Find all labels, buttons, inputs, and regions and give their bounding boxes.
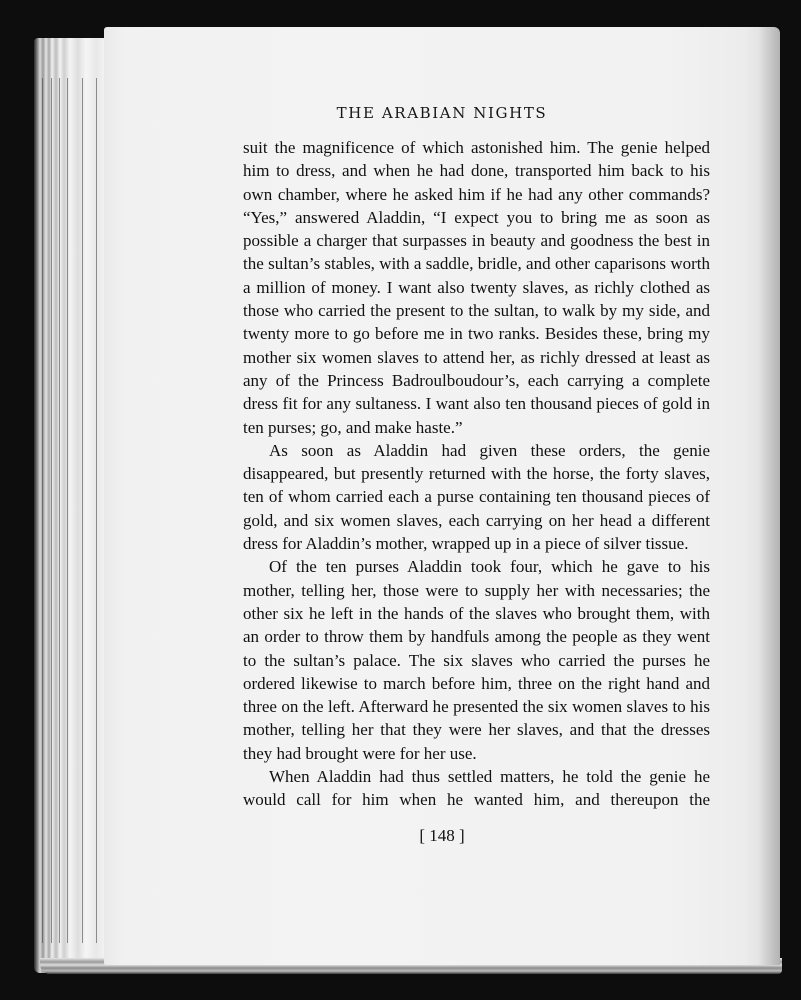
page-edge-line xyxy=(82,78,83,943)
page-edge-line xyxy=(51,78,52,943)
body-text xyxy=(243,136,710,812)
page-edge-line xyxy=(42,78,43,943)
page-edge-line xyxy=(96,78,97,943)
page-edge-line xyxy=(59,78,60,943)
spine-shadow xyxy=(758,27,780,965)
page-number: [ 148 ] xyxy=(419,826,465,845)
paragraph: As soon as Aladdin had given these orders, the genie disappeared, but presently returned with the horse, the forty slaves, ten of whom carried each a purse containing ten thousand pieces of gold, and six women slaves, each carrying on her head a different dress for Aladdin’s mother, wrapped up in a piece of silver tissue. xyxy=(243,440,710,554)
paragraph: suit the magnificence of which astonished him. The genie helped him to dress, and when he had done, transported him back to his own chamber, where he asked him if he had any other commands? “Yes,” answered Aladdin, “I expect you to bring me as soon as possible a charger that surpasses in beauty and goodness the best in the sultan’s stables, with a saddle, bridle, and other caparisons worth a million of money. I want also twenty slaves, as richly clothed as those who carried the present to the sultan, to walk by my side, and twenty more to go before me in two ranks. Besides these, bring my mother six women slaves to attend her, as richly dressed at least as any of the Princess Badroulboudour’s, each carrying a complete dress fit for any sultaness. I want also ten thousand pieces of gold in ten purses; go, and make haste.” xyxy=(243,138,710,437)
page-edge-line xyxy=(67,78,68,943)
running-head: THE ARABIAN NIGHTS xyxy=(336,104,548,122)
paragraph: When Aladdin had thus settled matters, he told the genie he would call for him when he wanted him, and thereupon the xyxy=(243,767,710,810)
paragraph: Of the ten purses Aladdin took four, which he gave to his mother, telling her, those were to supply her with necessaries; the other six he left in the hands of the slaves who brought them, with an order to throw them by handfuls among the people as they went to the sultan’s palace. The six slaves who carried the purses he ordered likewise to march before him, three on the right hand and three on the left. Afterward he presented the six women slaves to his mother, telling her that they were her slaves, and that the dresses they had brought were for her use. xyxy=(243,557,710,763)
